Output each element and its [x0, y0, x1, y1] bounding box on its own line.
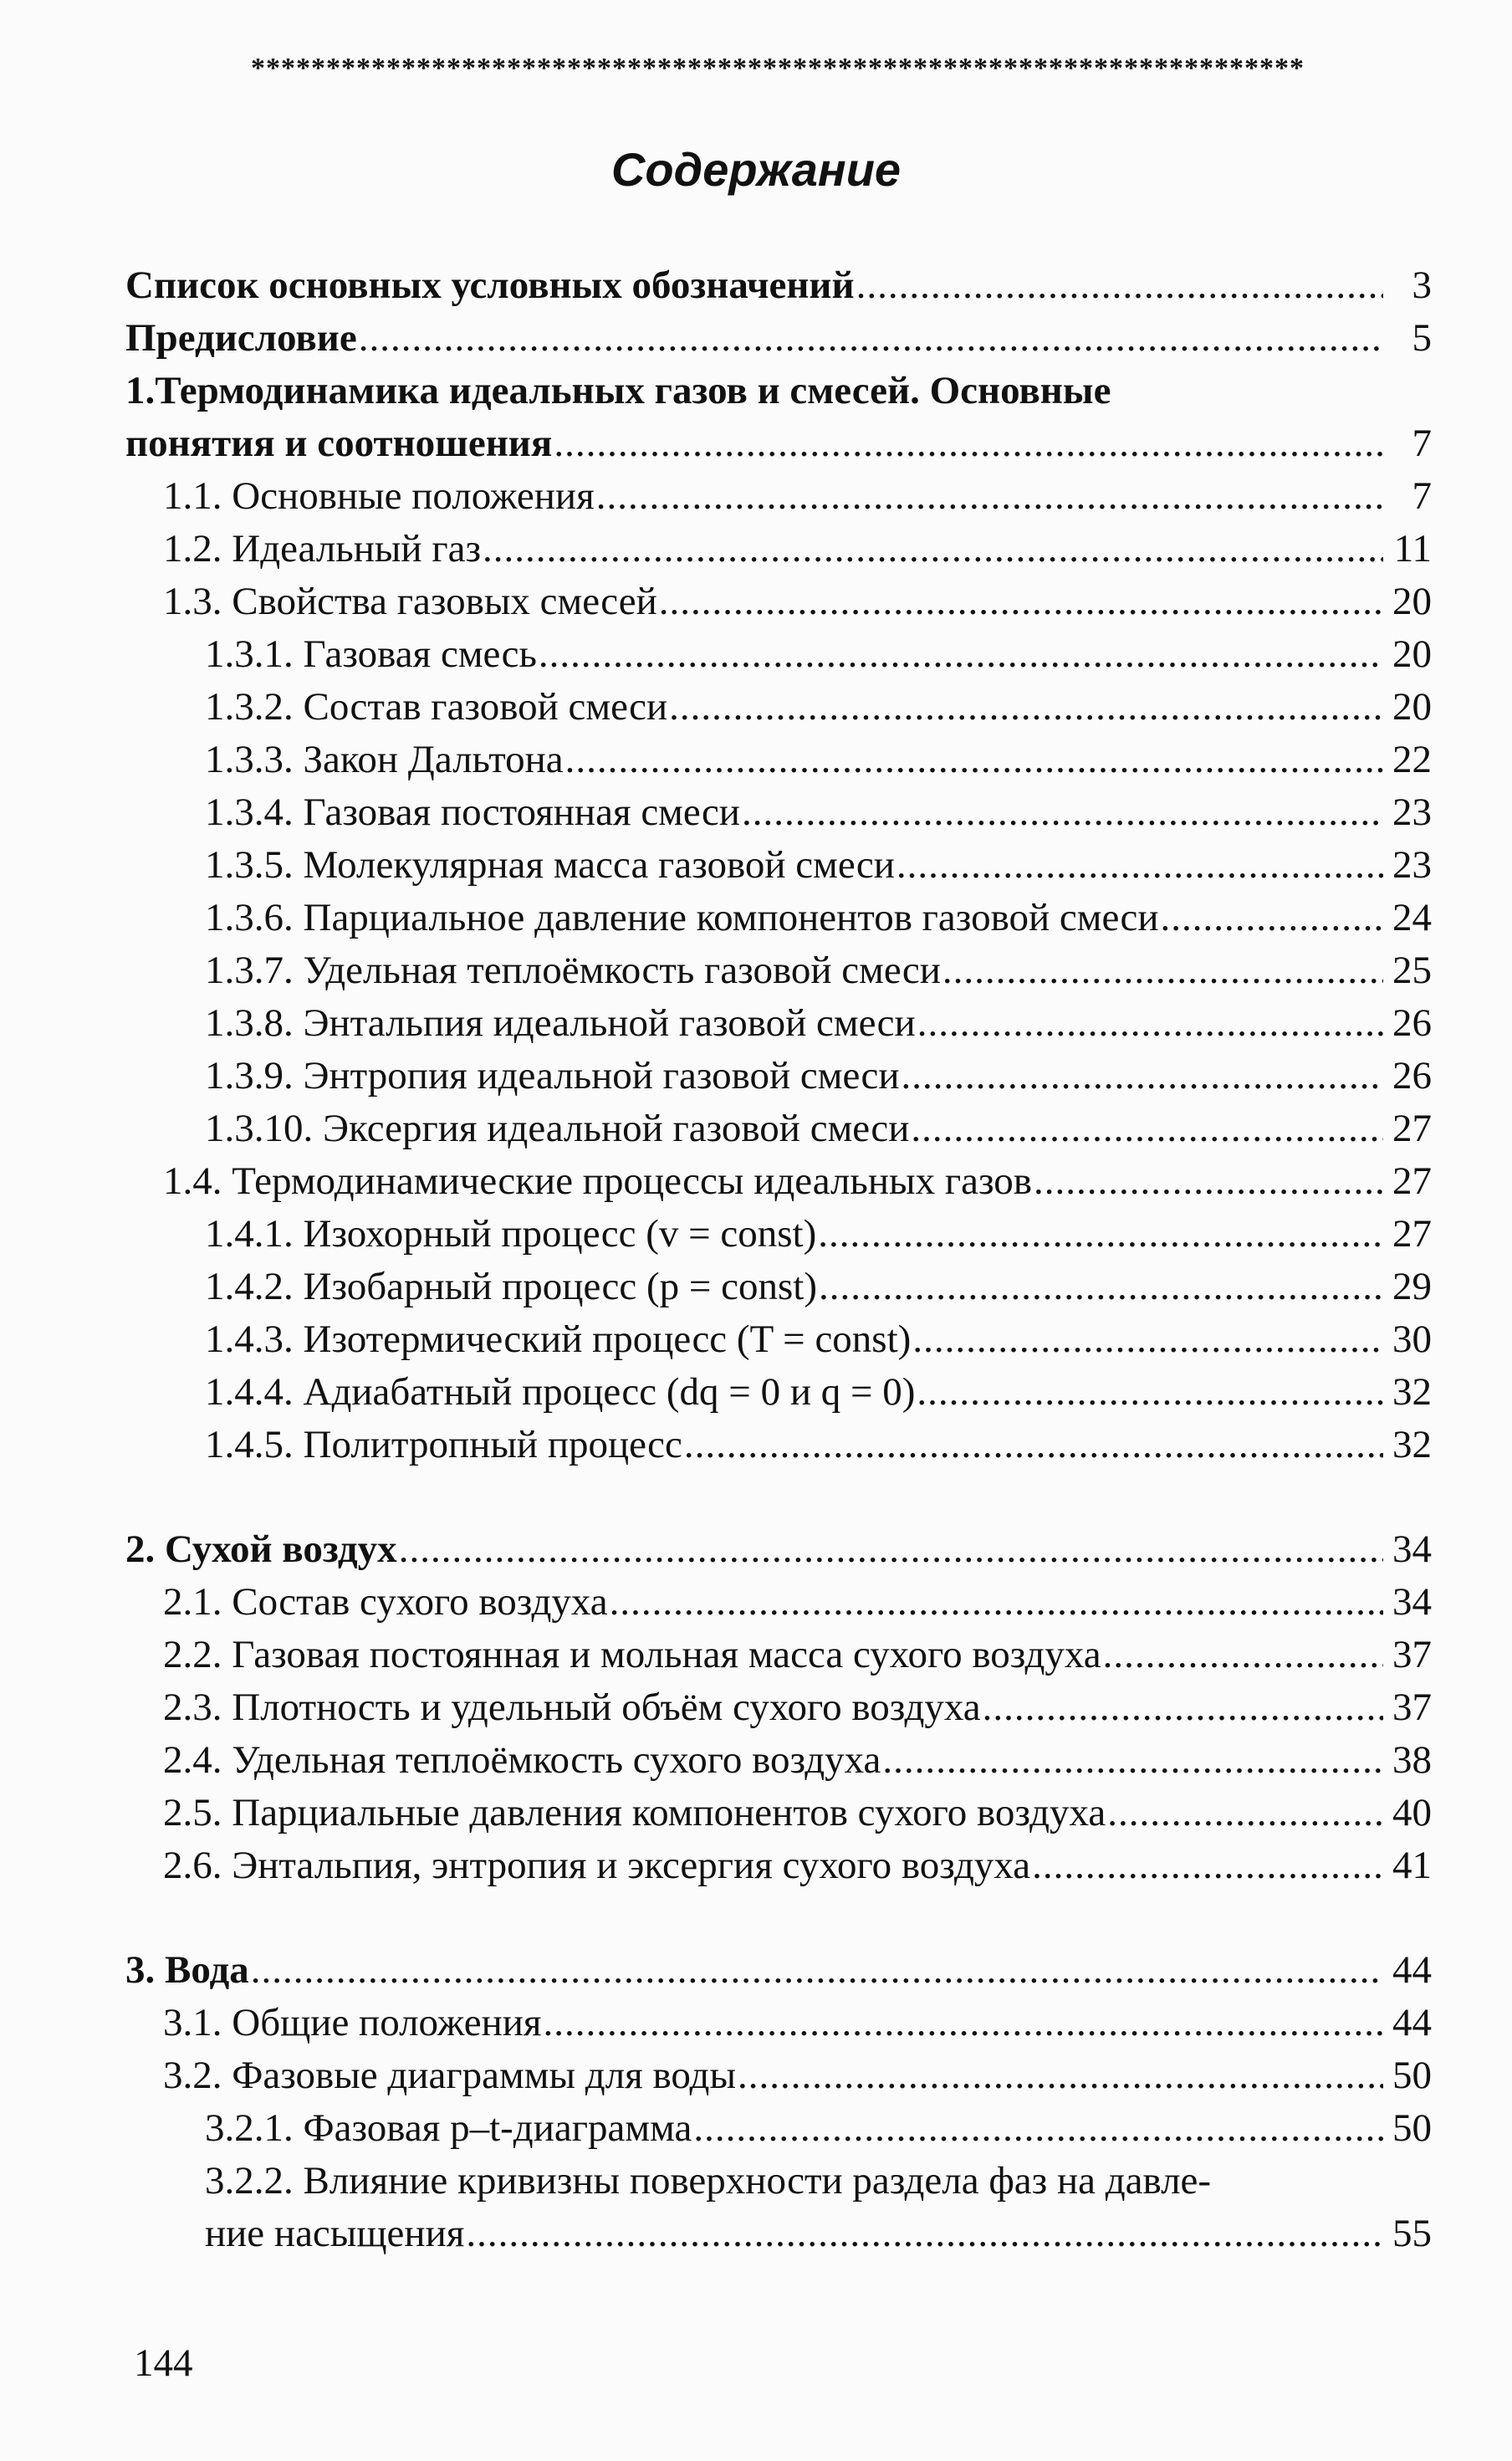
dot-leader [1034, 1155, 1383, 1208]
toc-entry-page: 20 [1392, 685, 1432, 729]
dot-leader [466, 2208, 1383, 2260]
toc-entry-title: 1.Термодинамика идеальных газов и смесей. Основные [125, 369, 1111, 412]
toc-entry [125, 576, 1432, 628]
toc-entry-title: 1.4.5. Политропный процесс [205, 1423, 682, 1466]
toc-entry [125, 417, 1432, 470]
toc-entry [125, 1208, 1432, 1261]
toc-entry-title: 2.3. Плотность и удельный объём сухого воздуха [163, 1686, 981, 1729]
toc-entry-title: 1.3.7. Удельная теплоёмкость газовой смеси [205, 949, 941, 992]
dot-leader [596, 470, 1383, 523]
dot-leader [539, 628, 1383, 681]
toc-entry-page: 50 [1392, 2106, 1432, 2150]
toc-entry [125, 1787, 1432, 1839]
toc-entry [125, 997, 1432, 1050]
toc-entry-page: 23 [1392, 790, 1432, 834]
table-of-contents [125, 259, 1432, 2260]
toc-entry-page: 7 [1412, 422, 1432, 465]
toc-entry-page: 41 [1392, 1844, 1432, 1887]
toc-entry-title: 1.3.6. Парциальное давление компонентов газовой смеси [205, 896, 1159, 939]
dot-leader [565, 734, 1383, 786]
toc-entry [125, 1734, 1432, 1787]
toc-entry-page: 38 [1392, 1738, 1432, 1782]
dot-leader [610, 1576, 1383, 1629]
toc-entry-title: 3.2.1. Фазовая p–t-диаграмма [205, 2106, 692, 2150]
toc-entry [125, 523, 1432, 576]
toc-entry-page: 30 [1392, 1317, 1432, 1361]
toc-entry-page: 20 [1392, 580, 1432, 623]
toc-entry [125, 1155, 1432, 1208]
dot-leader [983, 1681, 1383, 1734]
toc-entry-page: 44 [1392, 1948, 1432, 1992]
toc-entry [125, 1050, 1432, 1103]
dot-leader [942, 944, 1383, 997]
dot-leader [856, 259, 1383, 312]
toc-entry-page: 27 [1392, 1159, 1432, 1203]
toc-entry-page: 27 [1392, 1107, 1432, 1150]
toc-entry-title: 1.3.4. Газовая постоянная смеси [205, 790, 740, 834]
toc-entry [125, 1997, 1432, 2049]
toc-entry-title: 1.4. Термодинамические процессы идеальных газов [163, 1159, 1032, 1203]
toc-entry-title: 1.3.5. Молекулярная масса газовой смеси [205, 843, 895, 887]
toc-entry-page: 34 [1392, 1527, 1432, 1571]
decorative-star-divider: ********************************************************************** [251, 53, 1305, 84]
toc-entry-page: 44 [1392, 2001, 1432, 2044]
toc-entry-page: 34 [1392, 1580, 1432, 1624]
toc-entry [125, 2049, 1432, 2102]
toc-entry-page: 40 [1392, 1791, 1432, 1834]
dot-leader [251, 1944, 1383, 1997]
toc-entry [125, 2102, 1432, 2155]
toc-entry-page: 32 [1392, 1370, 1432, 1414]
toc-entry-title: 2.1. Состав сухого воздуха [163, 1580, 608, 1624]
dot-leader [399, 1523, 1383, 1576]
toc-entry [125, 892, 1432, 944]
toc-entry [125, 681, 1432, 734]
toc-entry [125, 259, 1432, 312]
toc-entry [125, 1366, 1432, 1419]
toc-entry-title: 1.4.4. Адиабатный процесс (dq = 0 и q = 0) [205, 1370, 916, 1414]
dot-leader [693, 2102, 1383, 2155]
toc-entry-title: 1.2. Идеальный газ [163, 527, 482, 570]
toc-entry-page: 5 [1412, 316, 1432, 360]
toc-entry-page: 27 [1392, 1212, 1432, 1256]
toc-entry-title: 2. Сухой воздух [125, 1527, 397, 1571]
toc-entry-title: 1.4.2. Изобарный процесс (p = const) [205, 1265, 817, 1308]
toc-entry-title: 1.3.3. Закон Дальтона [205, 738, 564, 781]
dot-leader [1032, 1839, 1383, 1892]
toc-entry-title: 1.3.8. Энтальпия идеальной газовой смеси [205, 1001, 916, 1045]
toc-entry [125, 1944, 1432, 1997]
toc-entry-page: 22 [1392, 738, 1432, 781]
dot-leader [1161, 892, 1383, 944]
toc-entry-title: 3.2. Фазовые диаграммы для воды [163, 2054, 737, 2097]
toc-entry-title: 1.4.1. Изохорный процесс (v = const) [205, 1212, 817, 1256]
toc-entry [125, 365, 1432, 417]
toc-entry [125, 1419, 1432, 1471]
toc-entry-title: 3.1. Общие положения [163, 2001, 542, 2044]
toc-entry [125, 1261, 1432, 1313]
dot-leader [818, 1208, 1383, 1261]
toc-entry-title: 2.6. Энтальпия, энтропия и эксергия сухого воздуха [163, 1844, 1031, 1887]
dot-leader [659, 576, 1383, 628]
dot-leader [359, 312, 1383, 365]
toc-entry [125, 2155, 1432, 2208]
toc-entry-page: 24 [1392, 896, 1432, 939]
toc-entry-page: 25 [1392, 949, 1432, 992]
toc-entry-page: 37 [1392, 1686, 1432, 1729]
toc-entry-page: 23 [1392, 843, 1432, 887]
toc-entry-title: 1.3. Свойства газовых смесей [163, 580, 657, 623]
toc-entry [125, 944, 1432, 997]
toc-entry [125, 1681, 1432, 1734]
toc-entry [125, 628, 1432, 681]
toc-entry [125, 470, 1432, 523]
toc-entry-title: 2.5. Парциальные давления компонентов сухого воздуха [163, 1791, 1106, 1834]
toc-entry-title: 2.4. Удельная теплоёмкость сухого воздуха [163, 1738, 881, 1782]
dot-leader [669, 681, 1383, 734]
dot-leader [544, 1997, 1383, 2049]
toc-entry [125, 839, 1432, 892]
toc-entry-title: 1.3.9. Энтропия идеальной газовой смеси [205, 1054, 900, 1097]
toc-entry-page: 7 [1412, 474, 1432, 518]
toc-entry-page: 50 [1392, 2054, 1432, 2097]
dot-leader [902, 1050, 1383, 1103]
toc-entry-page: 11 [1393, 527, 1432, 570]
toc-entry [125, 1576, 1432, 1629]
dot-leader [911, 1103, 1383, 1155]
toc-entry [125, 1629, 1432, 1681]
toc-entry [125, 1839, 1432, 1892]
dot-leader [1103, 1629, 1383, 1681]
toc-entry-title: Список основных условных обозначений [125, 263, 855, 307]
dot-leader [1107, 1787, 1383, 1839]
dot-leader [738, 2049, 1383, 2102]
toc-entry-page: 26 [1392, 1054, 1432, 1097]
dot-leader [819, 1261, 1383, 1313]
toc-entry-title: 3. Вода [125, 1948, 249, 1992]
toc-entry-title: ние насыщения [205, 2212, 465, 2255]
page-title: Содержание [610, 143, 902, 196]
dot-leader [896, 839, 1383, 892]
toc-entry-page: 55 [1392, 2212, 1432, 2255]
dot-leader [483, 523, 1383, 576]
toc-entry [125, 1103, 1432, 1155]
toc-entry-title: 2.2. Газовая постоянная и мольная масса сухого воздуха [163, 1633, 1101, 1676]
dot-leader [917, 1366, 1383, 1419]
toc-entry-title: 1.3.1. Газовая смесь [205, 632, 537, 676]
dot-leader [684, 1419, 1383, 1471]
toc-entry-title: понятия и соотношения [125, 422, 553, 465]
toc-entry-page: 32 [1392, 1423, 1432, 1466]
toc-entry-page: 26 [1392, 1001, 1432, 1045]
toc-entry-title: 1.3.2. Состав газовой смеси [205, 685, 668, 729]
dot-leader [554, 417, 1383, 470]
toc-entry [125, 786, 1432, 839]
toc-entry-title: 1.3.10. Эксергия идеальной газовой смеси [205, 1107, 910, 1150]
dot-leader [917, 997, 1383, 1050]
toc-entry [125, 1523, 1432, 1576]
dot-leader [912, 1313, 1383, 1366]
toc-entry [125, 2208, 1432, 2260]
toc-entry-title: 1.1. Основные положения [163, 474, 595, 518]
toc-entry-page: 3 [1412, 263, 1432, 307]
toc-entry-page: 20 [1392, 632, 1432, 676]
dot-leader [742, 786, 1383, 839]
toc-entry-page: 37 [1392, 1633, 1432, 1676]
toc-entry-page: 29 [1392, 1265, 1432, 1308]
toc-entry [125, 734, 1432, 786]
toc-entry [125, 312, 1432, 365]
toc-entry [125, 1313, 1432, 1366]
page-number: 144 [134, 2341, 193, 2385]
toc-entry-title: 3.2.2. Влияние кривизны поверхности раздела фаз на давле- [205, 2159, 1212, 2203]
dot-leader [882, 1734, 1383, 1787]
toc-entry-title: 1.4.3. Изотермический процесс (T = const) [205, 1317, 912, 1361]
toc-entry-title: Предисловие [125, 316, 357, 360]
